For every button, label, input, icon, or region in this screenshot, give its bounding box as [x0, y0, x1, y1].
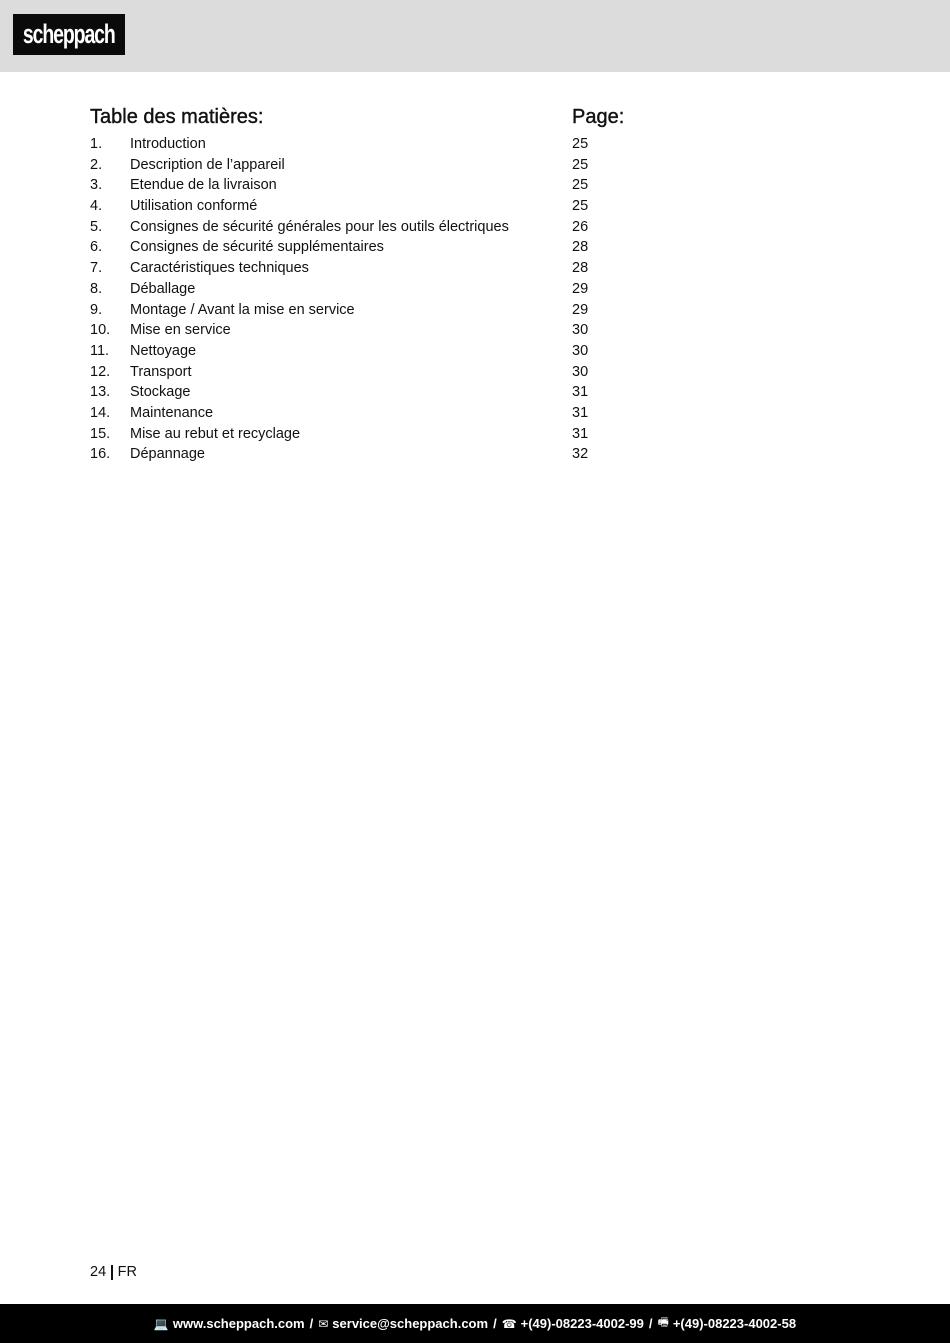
toc-row[interactable]: [90, 134, 650, 155]
fax-number: +(49)-08223-4002-58: [672, 1316, 797, 1331]
toc-row-number: 4.: [90, 198, 103, 215]
toc-row-page: 29: [572, 280, 589, 297]
toc-row-page: 32: [572, 446, 589, 463]
toc-rows: [90, 134, 650, 465]
toc-row-label: Consignes de sécurité supplémentaires: [130, 239, 384, 256]
toc-row-page: 31: [572, 425, 589, 442]
toc-row-number: 13.: [90, 384, 111, 401]
toc-row-number: 16.: [90, 446, 111, 463]
email-icon: ✉: [318, 1316, 329, 1331]
toc-row[interactable]: [90, 341, 650, 362]
toc-row[interactable]: [90, 217, 650, 238]
toc-title: Table des matières:: [90, 106, 264, 128]
toc-page-header: Page:: [572, 106, 625, 128]
toc-row-label: Caractéristiques techniques: [130, 260, 309, 277]
toc-row-label: Etendue de la livraison: [130, 177, 277, 194]
toc-row[interactable]: [90, 279, 650, 300]
logo-text: scheppach: [23, 19, 115, 49]
toc-row[interactable]: [90, 403, 650, 424]
website-link[interactable]: www.scheppach.com: [172, 1316, 305, 1331]
toc-row-label: Mise en service: [130, 322, 231, 339]
toc-row-page: 30: [572, 363, 589, 380]
page-footer: [90, 1264, 137, 1280]
toc-row-page: 29: [572, 301, 589, 318]
toc-row-number: 15.: [90, 425, 111, 442]
toc-row-label: Mise au rebut et recyclage: [130, 425, 301, 442]
separator: /: [648, 1316, 653, 1331]
toc-row-number: 11.: [90, 342, 110, 359]
phone-icon: ☎: [501, 1316, 517, 1331]
phone-number: +(49)-08223-4002-99: [520, 1316, 644, 1331]
toc-row-page: 30: [572, 342, 589, 359]
toc-row[interactable]: [90, 196, 650, 217]
toc-row-page: 31: [572, 404, 589, 421]
toc-row-page: 31: [572, 384, 589, 401]
toc-row-page: 28: [572, 260, 589, 277]
toc-row-number: 9.: [90, 301, 103, 318]
toc-row-label: Dépannage: [130, 446, 205, 463]
toc-row[interactable]: [90, 300, 650, 321]
toc-row-number: 8.: [90, 280, 103, 297]
toc-row-page: 25: [572, 177, 589, 194]
toc-row-page: 26: [572, 218, 589, 235]
toc-header: [90, 106, 650, 134]
toc-row[interactable]: [90, 424, 650, 445]
toc-row[interactable]: [90, 320, 650, 341]
toc-row-page: 25: [572, 156, 589, 173]
contact-bar: [0, 1304, 950, 1343]
toc-row[interactable]: [90, 444, 650, 465]
footer-divider: [111, 1265, 113, 1280]
toc-row-page: 25: [572, 198, 589, 215]
toc-row-number: 5.: [90, 218, 103, 235]
toc-row-label: Nettoyage: [130, 342, 197, 359]
toc-row-number: 14.: [90, 404, 111, 421]
toc-row-number: 1.: [90, 136, 103, 152]
page-number: 24: [90, 1264, 107, 1280]
toc-row-number: 10.: [90, 322, 111, 339]
toc-row-number: 2.: [90, 156, 103, 173]
separator: /: [309, 1316, 314, 1331]
toc-row-page: 28: [572, 239, 589, 256]
toc-row[interactable]: [90, 362, 650, 383]
toc-row[interactable]: [90, 175, 650, 196]
toc-row-number: 3.: [90, 177, 103, 194]
toc-row[interactable]: [90, 382, 650, 403]
page-language: FR: [117, 1264, 137, 1280]
toc-row-number: 6.: [90, 239, 103, 256]
toc-row-number: 12.: [90, 363, 111, 380]
table-of-contents: [90, 106, 650, 465]
scheppach-logo: [13, 14, 125, 55]
toc-row-label: Introduction: [130, 136, 206, 152]
toc-row-label: Description de l’appareil: [130, 156, 285, 173]
toc-row[interactable]: [90, 258, 650, 279]
toc-row-label: Stockage: [130, 384, 191, 401]
toc-row-label: Utilisation conformé: [130, 198, 258, 215]
toc-row[interactable]: [90, 237, 650, 258]
toc-row-label: Maintenance: [130, 404, 214, 421]
header-bar: [0, 0, 950, 72]
toc-row-page: 25: [572, 136, 589, 152]
toc-row-number: 7.: [90, 260, 103, 277]
toc-row-label: Consignes de sécurité générales pour les outils électriques: [130, 218, 509, 235]
toc-row-label: Montage / Avant la mise en service: [130, 301, 355, 318]
toc-row-label: Déballage: [130, 280, 196, 297]
toc-row-page: 30: [572, 322, 589, 339]
toc-row[interactable]: [90, 155, 650, 176]
email-link[interactable]: service@scheppach.com: [332, 1316, 489, 1331]
toc-row-label: Transport: [130, 363, 192, 380]
computer-icon: 💻: [153, 1316, 169, 1331]
separator: /: [493, 1316, 497, 1331]
fax-icon: 🖷: [657, 1315, 669, 1329]
